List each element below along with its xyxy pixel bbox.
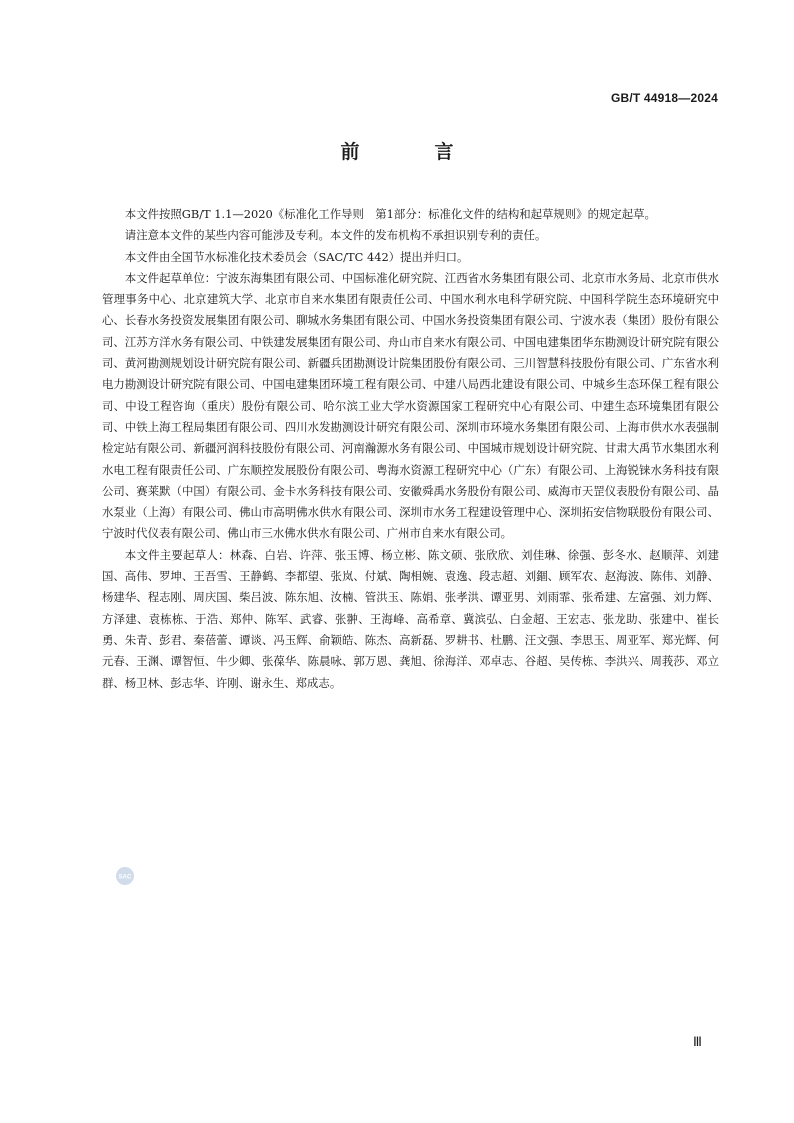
paragraph-patent-notice: 请注意本文件的某些内容可能涉及专利。本文件的发布机构不承担识别专利的责任。 xyxy=(124,228,547,243)
paragraph-proposer: 本文件由全国节水标准化技术委员会（SAC/TC 442）提出并归口。 xyxy=(124,249,469,264)
paragraph-drafting-units: 本文件起草单位：宁波东海集团有限公司、中国标准化研究院、江西省水务集团有限公司、北京市水务局、北京市供水管理事务中心、北京建筑大学、北京市自来水集团有限责任公司、中国水利水电科学研究院、中国科学院生态环境研究中心、长春水务投资发展集团有限公司、聊城水务集团有限公司、中国水务投资集团有限公司、宁波水表（集团）股份有限公司、江苏方洋水务有限公司、中铁建发展集团有限公司、舟山市自来水有限公司、中国电建集团华东勘测设计研究院有限公司、黄河勘测规划设计研究院有限公司、新疆兵团勘测设计院集团股份有限公司、三川智慧科技股份有限公司、广东省水利电力勘测设计研究院有限公司、中国电建集团环境工程有限公司、中建八局西北建设有限公司、中城乡生态环保工程有限公司、中设工程咨询（重庆）股份有限公司、哈尔滨工业大学水资源国家工程研究中心有限公司、中建生态环境集团有限公司、中铁上海工程局集团有限公司、四川水发勘测设计研究有限公司、深圳市环境水务集团有限公司、上海市供水水表强制检定站有限公司、新疆河润科技股份有限公司、河南瀚源水务有限公司、中国城市规划设计研究院、甘肃大禹节水集团水利水电工程有限责任公司、广东顺控发展股份有限公司、粤海水资源工程研究中心（广东）有限公司、上海锐铼水务科技有限公司、赛莱默（中国）有限公司、金卡水务科技有限公司、安徽舜禹水务股份有限公司、威海市天罡仪表股份有限公司、晶水泵业（上海）有限公司、佛山市高明佛水供水有限公司、深圳市水务工程建设管理中心、深圳拓安信物联股份有限公司、宁波时代仪表有限公司、佛山市三水佛水供水有限公司、广州市自来水有限公司。 xyxy=(102,270,719,541)
paragraph-drafters: 本文件主要起草人：林森、白岩、许萍、张玉博、杨立彬、陈文硕、张欣欣、刘佳琳、徐强、彭冬水、赵顺萍、刘建国、高伟、罗坤、王吾雪、王静鹤、李都望、张岚、付斌、陶相婉、袁逸、段志超、刘錮、顾军农、赵海波、陈伟、刘静、杨建华、程志刚、周庆国、柴吕波、陈东旭、汝楠、管洪玉、陈娟、张孝洪、谭亚男、刘雨霏、张希建、左富强、刘力辉、方泽建、袁栋栋、于浩、郑仲、陈军、武睿、张翀、王海峰、高希章、冀滨弘、白金超、王宏志、张龙助、张建中、崔长勇、朱青、彭君、秦蓓蕾、谭谈、冯玉辉、俞颖皓、陈杰、高新磊、罗耕书、杜鹏、汪文强、李思玉、周亚军、郑光辉、何元春、王渊、谭智恒、牛少卿、张葆华、陈晨咏、郭万恩、龚旭、徐海洋、邓卓志、谷超、吴传栋、李洪兴、周莪莎、邓立群、杨卫林、彭志华、许刚、谢永生、郑成志。 xyxy=(102,547,719,690)
standard-code: GB/T 44918—2024 xyxy=(610,91,718,105)
page-number: Ⅲ xyxy=(693,1034,702,1049)
svg-text:SAC: SAC xyxy=(118,874,132,881)
sac-logo-icon xyxy=(114,866,136,886)
paragraph-drafting-rules: 本文件按照GB/T 1.1—2020《标准化工作导则 第1部分：标准化文件的结构和起草规则》的规定起草。 xyxy=(124,207,656,221)
page-title: 前 言 xyxy=(340,141,482,163)
preface-body xyxy=(102,204,719,694)
